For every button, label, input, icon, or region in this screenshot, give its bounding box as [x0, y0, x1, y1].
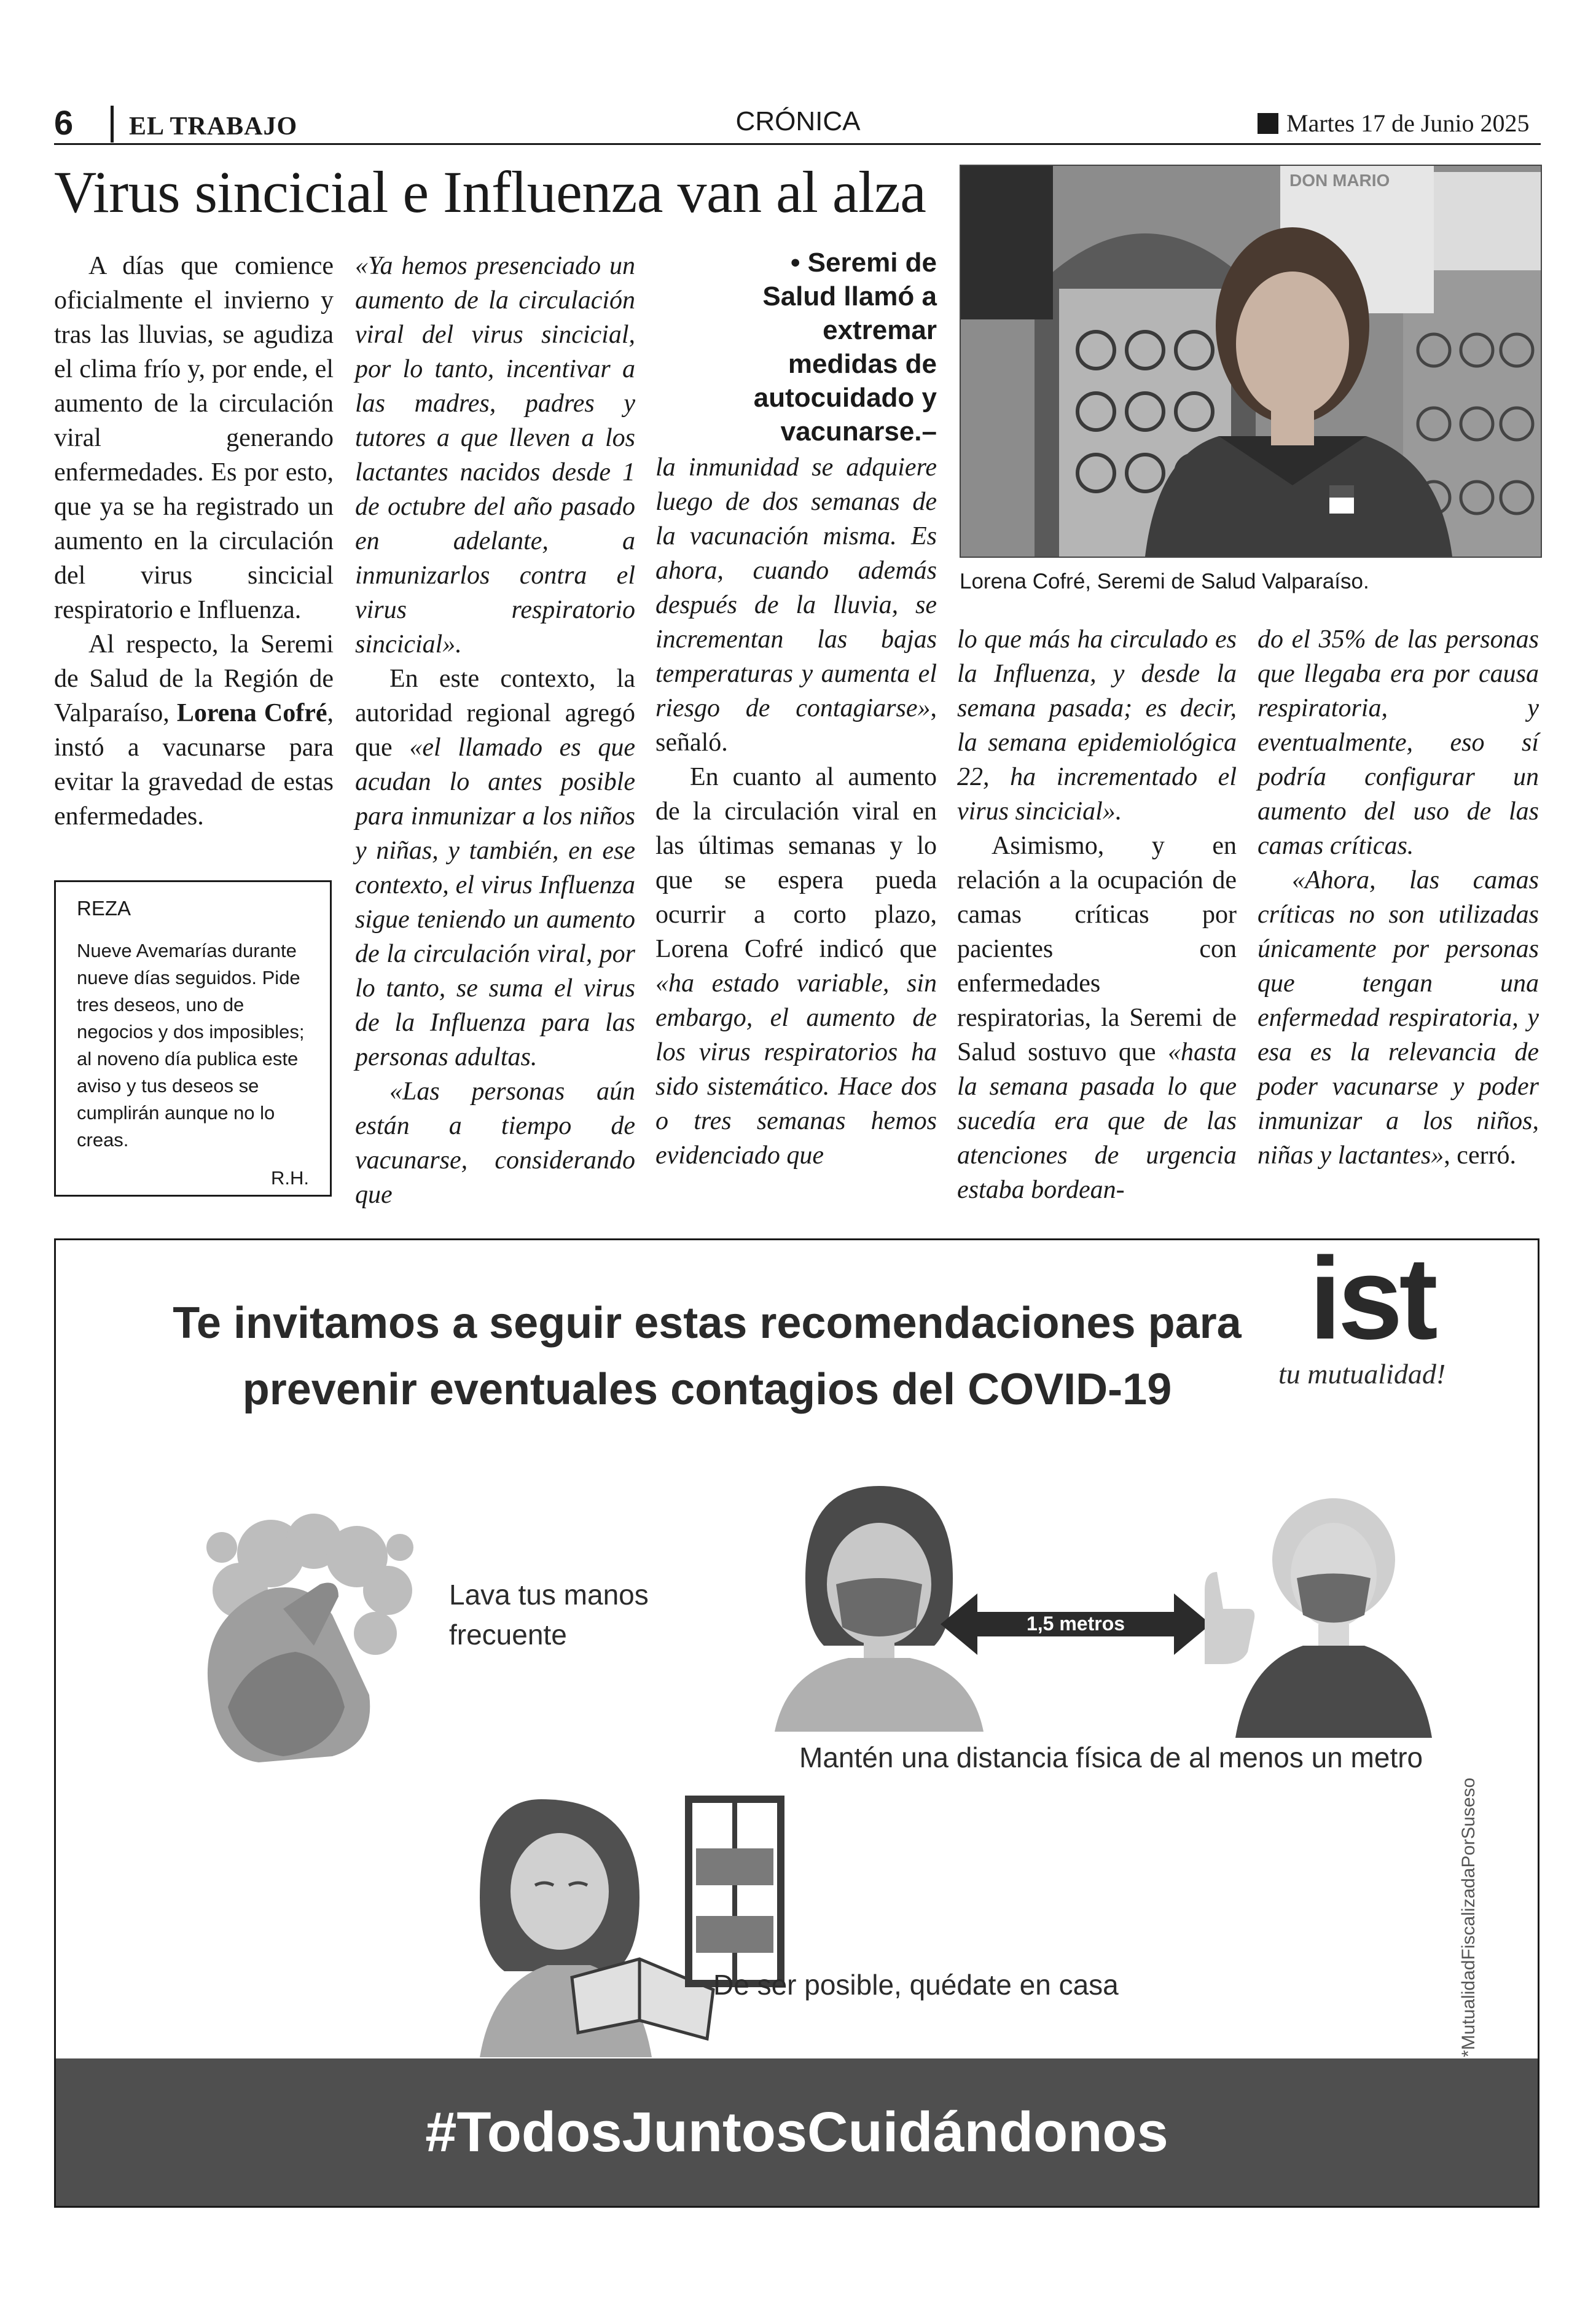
reza-title: REZA: [77, 897, 131, 920]
seremi-portrait-illustration: [961, 166, 1541, 557]
article-paragraph: A días que comience oficialmente el invierno y tras las lluvias, se agudiza el clima frío y, por ende, el aumento de la circulación viral generando enfermedades. Es por esto, que ya se ha registrado un aumento en la circulación del virus sincicial respiratorio e Influenza.: [54, 252, 334, 624]
ad-title-line-2: prevenir eventuales contagios del COVID-19: [242, 1365, 1172, 1414]
seremi-photo: [960, 165, 1542, 558]
newspaper-name: EL TRABAJO: [129, 112, 298, 141]
article-column-2: [355, 249, 635, 1212]
article-quote: lo que más ha circulado es la Influenza, y desde la semana pasada; es decir, la semana epidemiológica 22, ha incrementado el virus sincicial».: [957, 625, 1237, 826]
article-paragraph: Al respecto, la Seremi de Salud de la Región de Valparaíso, Lorena Cofré, instó a vacunarse para evitar la gravedad de estas enfermedades.: [54, 630, 334, 831]
article-column-1: [54, 249, 334, 834]
reza-body: Nueve Avemarías durante nueve días seguidos. Pide tres deseos, uno de negocios y dos imposibles; al noveno día publica este aviso y tus deseos se cumplirán aunque no lo creas.: [77, 940, 305, 1151]
reza-box: [54, 880, 332, 1197]
article-quote: do el 35% de las personas que llegaba era por causa respiratoria, y eventualmente, eso sí podría configurar un aumento del uso de las camas críticas.: [1258, 625, 1539, 860]
tip-hands-line-2: frecuente: [449, 1619, 567, 1651]
article-quote: «Ya hemos presenciado un aumento de la circulación viral del virus sincicial, por lo tanto, incentivar a las madres, padres y tutores a que lleven a los lactantes nacidos desde 1 de octubre del año pasado en adelante, a inmunizarlos contra el virus respiratorio sincicial».: [355, 252, 635, 659]
tip-hands-line-1: Lava tus manos: [449, 1579, 649, 1611]
reza-signature: R.H.: [271, 1167, 309, 1189]
date-square-icon: [1258, 113, 1278, 134]
photo-caption: Lorena Cofré, Seremi de Salud Valparaíso.: [960, 569, 1369, 593]
girl-reading-at-home-icon: [455, 1775, 799, 2057]
ad-title-line-1: Te invitamos a seguir estas recomendaciones para: [173, 1299, 1242, 1348]
covid-advertisement: [54, 1238, 1539, 2208]
hashtag-text: #TodosJuntosCuidándonos: [425, 2101, 1168, 2164]
section-name: CRÓNICA: [735, 106, 861, 136]
tip-distance: Mantén una distancia física de al menos un metro: [799, 1742, 1423, 1773]
article-paragraph: En este contexto, la autoridad regional agregó que «el llamado es que acudan lo antes posible para inmunizar a los niños y niñas, y también, en ese contexto, el virus Influenza sigue teniendo un aumento de la circulación viral, por lo tanto, se suma el virus de la Influenza para las personas adultas.: [355, 665, 635, 1071]
ist-slogan: tu mutualidad!: [1278, 1358, 1446, 1390]
article-headline: Virus sincicial e Influenza van al alza: [54, 159, 926, 225]
hands-wash-icon: [173, 1511, 467, 1769]
article-quote: «Las personas aún están a tiempo de vacunarse, considerando que: [355, 1077, 635, 1209]
side-note: *MutualidadFiscalizadaPorSuseso: [1458, 1777, 1479, 2057]
masked-man-thumbs-up-icon: [1180, 1468, 1438, 1738]
header-rule: [54, 143, 1541, 145]
article-summary: • Seremi de Salud llamó a extremar medidas de autocuidado y vacunarse.–: [753, 248, 937, 447]
article-quote: «Ahora, las camas críticas no son utilizadas únicamente por personas que tengan una enfermedad respiratoria, y esa es la relevancia de poder vacunarse y poder inmunizar a los niños, niñas y lactantes», cerró.: [1258, 866, 1539, 1170]
tip-home: De ser posible, quédate en casa: [713, 1969, 1119, 2001]
article-column-3: [655, 450, 937, 1173]
article-column-4: [957, 622, 1237, 1207]
ist-logo: ist: [1309, 1238, 1434, 1364]
issue-date: Martes 17 de Junio 2025: [1286, 109, 1530, 137]
article-column-5: [1258, 622, 1539, 1173]
page-number: 6: [54, 103, 74, 142]
article-quote: la inmunidad se adquiere luego de dos semanas de la vacunación misma. Es ahora, cuando además después de la lluvia, se incrementan las bajas temperaturas y aumenta el riesgo de contagiarse», señaló.: [655, 453, 937, 757]
photo-sign-text: DON MARIO: [1289, 171, 1390, 190]
article-paragraph: Asimismo, y en relación a la ocupación de camas críticas por pacientes con enfermedades respiratorias, la Seremi de Salud sostuvo que «hasta la semana pasada lo que sucedía era que de las atenciones de urgencia estaba bordean-: [957, 832, 1237, 1204]
distance-label: 1,5 metros: [1026, 1612, 1125, 1635]
article-paragraph: En cuanto al aumento de la circulación viral en las últimas semanas y lo que se espera pueda ocurrir a corto plazo, Lorena Cofré indicó que «ha estado variable, sin embargo, el aumento de los virus respiratorios ha sido sistemático. Hace dos o tres semanas hemos evidenciado que: [655, 763, 937, 1170]
